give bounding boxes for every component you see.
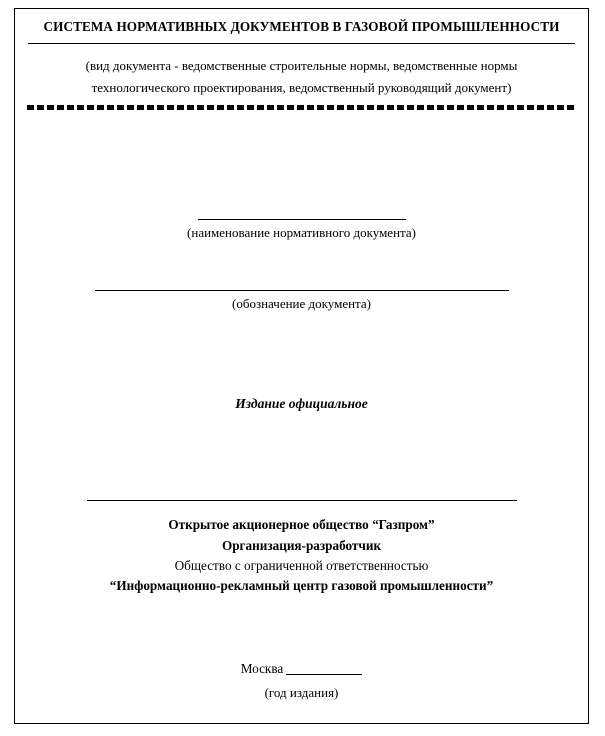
year-caption: (год издания) — [264, 685, 339, 701]
publisher-block — [26, 500, 577, 597]
title-block — [26, 8, 577, 34]
city-row — [241, 661, 363, 677]
page-content — [14, 8, 589, 724]
city-label: Москва — [240, 661, 284, 677]
document-code-slot — [26, 290, 577, 312]
body-area — [26, 110, 577, 701]
city-year-block — [26, 660, 577, 701]
document-type-subtitle: (вид документа - ведомственные строительные нормы, ведомственные нормы технологического проектирования, ведомственный руководящий документ) — [85, 58, 518, 95]
publisher-developer-label: Организация-разработчик — [221, 537, 382, 553]
publisher-divider-line — [87, 500, 517, 501]
document-name-fill-line — [198, 219, 406, 220]
publisher-legal-form: Общество с ограниченной ответственностью — [174, 557, 429, 573]
publisher-center-name: “Информационно-рекламный центр газовой промышленности” — [109, 578, 494, 594]
document-code-caption: (обозначение документа) — [232, 296, 371, 312]
publisher-company: Открытое акционерное общество “Газпром” — [168, 517, 435, 533]
document-name-slot — [26, 219, 577, 241]
page-title: СИСТЕМА НОРМАТИВНЫХ ДОКУМЕНТОВ В ГАЗОВОЙ ПРОМЫШЛЕННОСТИ — [43, 19, 560, 34]
year-fill-line — [286, 674, 362, 675]
document-name-caption: (наименование нормативного документа) — [187, 225, 416, 241]
official-edition-note: Издание официальное — [235, 396, 368, 412]
document-code-fill-line — [95, 290, 509, 291]
title-divider — [28, 43, 575, 44]
